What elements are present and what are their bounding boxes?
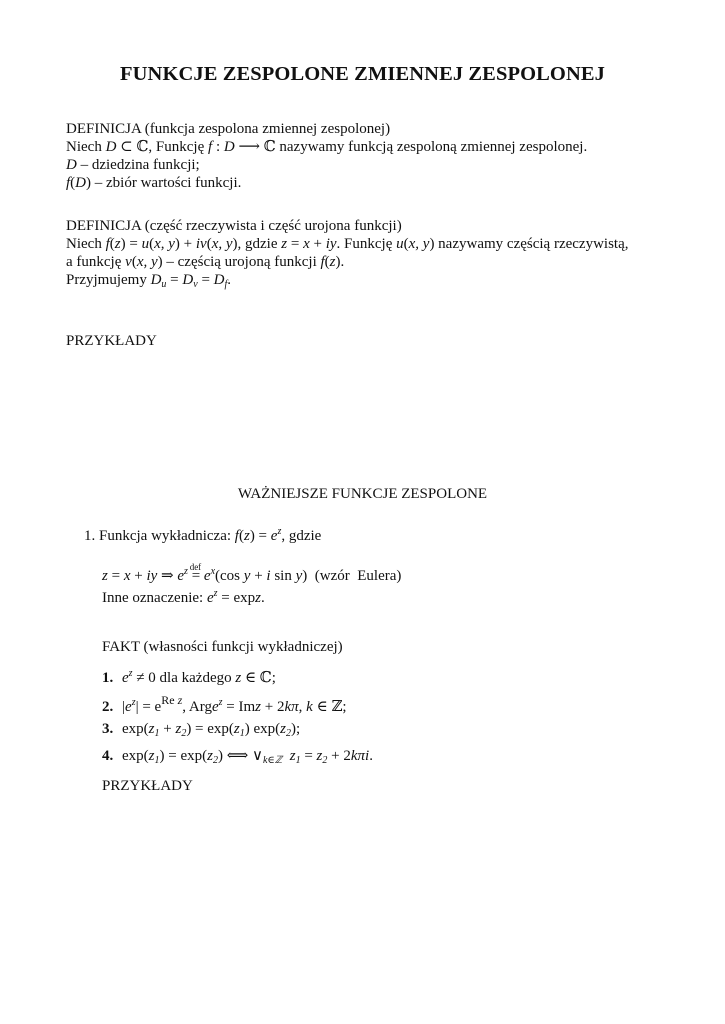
fakt-heading: FAKT (własności funkcji wykładniczej)	[102, 639, 343, 655]
item-1-text: 1. Funkcja wykładnicza: $f(z) = e^z$, gdzie	[84, 526, 322, 544]
examples-heading-2: PRZYKŁADY	[102, 778, 193, 794]
item-1	[84, 523, 684, 545]
fakt-property-4: 4. $\exp(z_1) = \exp(z_2)$ ⟺ $\vee_{k\in ℤ}$ $z_1 = z_2 + 2k\pi i$.	[102, 748, 373, 766]
section-heading: WAŻNIEJSZE FUNKCJE ZESPOLONE	[237, 486, 488, 502]
fakt-property-3: 3. $\exp(z_1 + z_2) = \exp(z_1)$ $\exp(z_2)$;	[102, 721, 301, 739]
definition-2	[66, 217, 666, 294]
definition-2-line-1: Niech f(z) = u(x, y) + iv(x, y), gdzie z = x + iy. Funkcję u(x, y) nazywamy częścią rzeczywistą,	[66, 236, 629, 252]
euler-formula: z = x + iy ⇒ $e^z$ def = $e^x(\cos$ y + i sin y) (wzór Eulera)	[102, 562, 402, 584]
fakt-block	[102, 638, 702, 770]
other-notation: Inne oznaczenie: $e^z = \exp z$.	[102, 588, 265, 606]
examples-heading-1: PRZYKŁADY	[66, 333, 157, 349]
item-1-number: 1.	[84, 528, 96, 544]
definition-1-line-2: D – dziedzina funkcji;	[66, 157, 200, 173]
euler-formula-block	[102, 563, 702, 607]
definition-1-line-1: Niech D ⊂ ℂ, Funkcję f : D ⟶ ℂ nazywamy funkcją zespoloną zmiennej zespolonej.	[66, 139, 588, 155]
definition-1	[66, 120, 666, 192]
page-title: FUNKCJE ZESPOLONE ZMIENNEJ ZESPOLONEJ	[120, 63, 605, 85]
fakt-property-2: 2. $|e^z| = e^{Re z}$, Arge$^z$ = Imz + 2kπ, k ∈ ℤ;	[102, 693, 347, 715]
definition-1-heading: DEFINICJA (funkcja zespolona zmiennej zespolonej)	[66, 121, 391, 137]
fakt-property-1: 1. $e^z \ne 0$ dla każdego z ∈ ℂ;	[102, 668, 276, 686]
definition-1-line-3: f(D) – zbiór wartości funkcji.	[66, 175, 242, 191]
definition-2-line-3: Przyjmujemy $D_u = D_v = D_f$.	[66, 272, 232, 290]
definition-2-line-2: a funkcję v(x, y) – częścią urojoną funkcji f(z).	[66, 254, 345, 270]
definition-2-heading: DEFINICJA (część rzeczywista i część urojona funkcji)	[66, 218, 402, 234]
